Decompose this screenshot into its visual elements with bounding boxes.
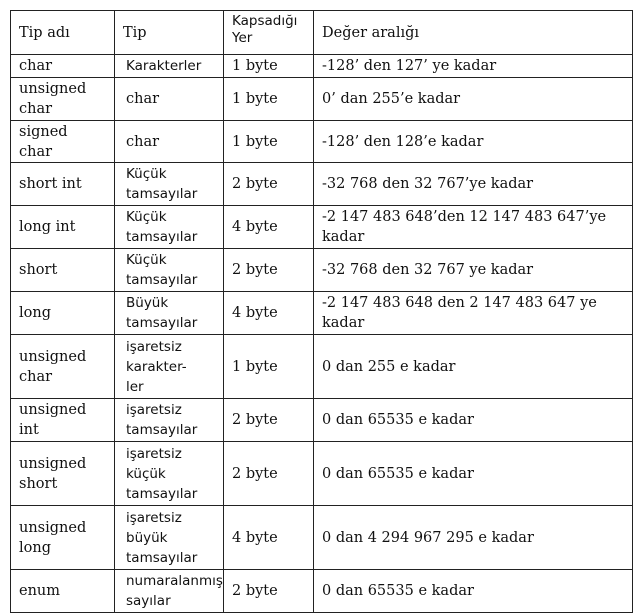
range-cell: -128’ den 127’ ye kadar <box>314 55 633 78</box>
type-name-cell: unsigned long <box>11 506 115 570</box>
size-cell: 2 byte <box>224 399 314 442</box>
type-cell: numaralanmış sayılar <box>115 570 224 613</box>
type-cell: işaretsiz küçük tamsayılar <box>115 442 224 506</box>
size-cell: 1 byte <box>224 121 314 163</box>
type-name-cell: signed char <box>11 121 115 163</box>
range-cell: 0 dan 65535 e kadar <box>314 570 633 613</box>
header-range: Değer aralığı <box>314 11 633 55</box>
type-cell: Küçük tamsayılar <box>115 206 224 249</box>
table-row <box>11 121 633 163</box>
range-cell: -32 768 den 32 767’ye kadar <box>314 163 633 206</box>
range-cell: 0 dan 65535 e kadar <box>314 399 633 442</box>
size-cell: 2 byte <box>224 570 314 613</box>
size-cell: 4 byte <box>224 506 314 570</box>
table-row <box>11 292 633 335</box>
range-cell: 0 dan 65535 e kadar <box>314 442 633 506</box>
range-cell: -2 147 483 648’den 12 147 483 647’ye kadar <box>314 206 633 249</box>
type-name-cell: short <box>11 249 115 292</box>
size-cell: 1 byte <box>224 335 314 399</box>
type-cell: Küçük tamsayılar <box>115 163 224 206</box>
table-row <box>11 55 633 78</box>
header-size: Kapsadığı Yer <box>224 11 314 55</box>
table-row <box>11 570 633 613</box>
table-row <box>11 335 633 399</box>
type-cell: char <box>115 121 224 163</box>
range-cell: 0 dan 255 e kadar <box>314 335 633 399</box>
table-row <box>11 506 633 570</box>
header-row <box>11 11 633 55</box>
range-cell: -2 147 483 648 den 2 147 483 647 ye kadar <box>314 292 633 335</box>
table-row <box>11 78 633 121</box>
range-cell: -32 768 den 32 767 ye kadar <box>314 249 633 292</box>
table-row <box>11 442 633 506</box>
type-name-cell: unsigned char <box>11 78 115 121</box>
table-row <box>11 399 633 442</box>
table-row <box>11 206 633 249</box>
size-cell: 4 byte <box>224 292 314 335</box>
range-cell: 0 dan 4 294 967 295 e kadar <box>314 506 633 570</box>
type-name-cell: long int <box>11 206 115 249</box>
table-row <box>11 163 633 206</box>
data-types-table <box>10 10 633 613</box>
range-cell: 0’ dan 255’e kadar <box>314 78 633 121</box>
type-cell: Küçük tamsayılar <box>115 249 224 292</box>
type-name-cell: short int <box>11 163 115 206</box>
size-cell: 2 byte <box>224 442 314 506</box>
type-cell: işaretsiz tamsayılar <box>115 399 224 442</box>
table-row <box>11 249 633 292</box>
range-cell: -128’ den 128’e kadar <box>314 121 633 163</box>
type-cell: char <box>115 78 224 121</box>
type-cell: Büyük tamsayılar <box>115 292 224 335</box>
type-cell: işaretsiz büyük tamsayılar <box>115 506 224 570</box>
type-name-cell: unsigned char <box>11 335 115 399</box>
type-name-cell: unsigned int <box>11 399 115 442</box>
size-cell: 2 byte <box>224 163 314 206</box>
type-name-cell: unsigned short <box>11 442 115 506</box>
size-cell: 2 byte <box>224 249 314 292</box>
size-cell: 1 byte <box>224 78 314 121</box>
type-name-cell: long <box>11 292 115 335</box>
header-type-name: Tip adı <box>11 11 115 55</box>
header-type: Tip <box>115 11 224 55</box>
type-cell: Karakterler <box>115 55 224 78</box>
type-cell: işaretsiz karakter- ler <box>115 335 224 399</box>
size-cell: 1 byte <box>224 55 314 78</box>
size-cell: 4 byte <box>224 206 314 249</box>
type-name-cell: enum <box>11 570 115 613</box>
type-name-cell: char <box>11 55 115 78</box>
